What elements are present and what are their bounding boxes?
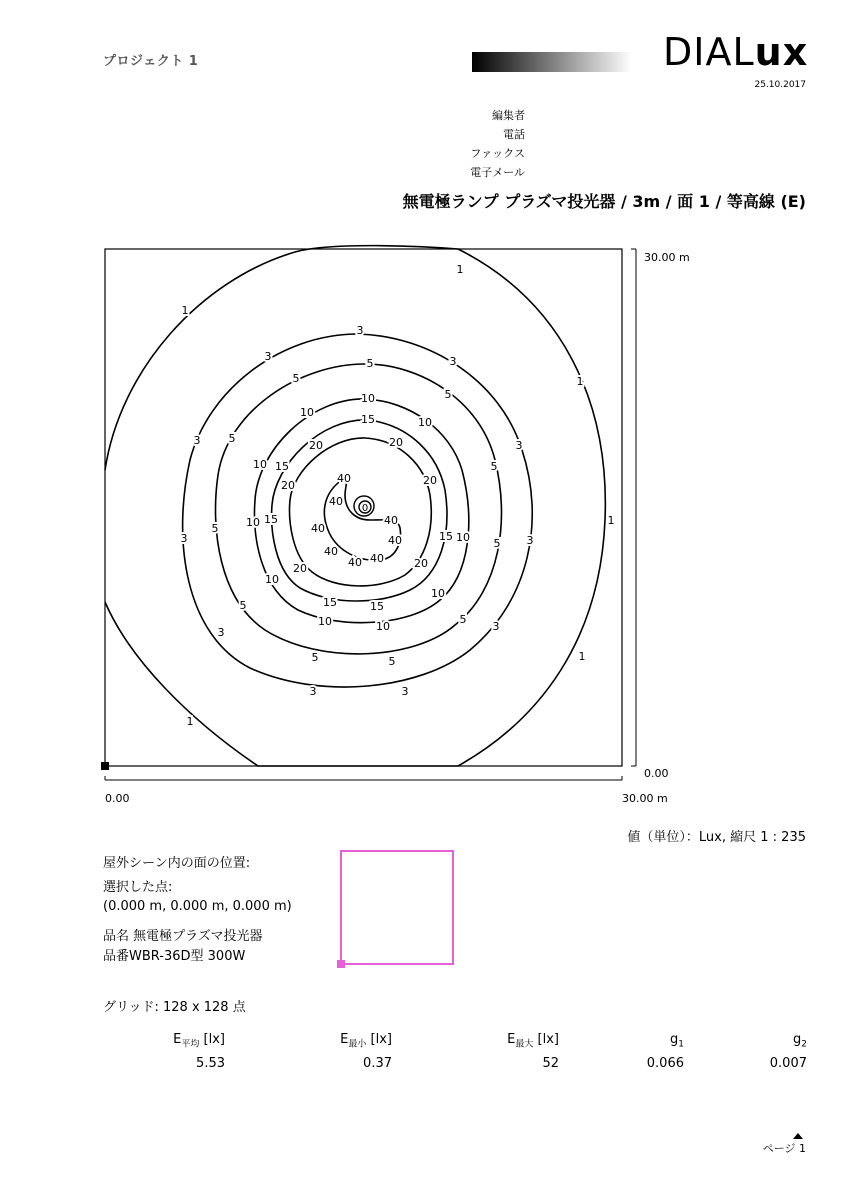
label-40-h: 40 bbox=[370, 552, 384, 565]
label-15-b: 15 bbox=[275, 460, 289, 473]
contour-5 bbox=[215, 364, 501, 654]
stat-header-g2: $g_2$ bbox=[793, 1032, 807, 1050]
position-heading: 屋外シーン内の面の位置: bbox=[103, 856, 251, 871]
label-5-a: 5 bbox=[366, 357, 374, 370]
label-15-c: 15 bbox=[264, 513, 278, 526]
stat-value-e-max: 52 bbox=[542, 1056, 559, 1071]
label-5-e: 5 bbox=[490, 460, 498, 473]
label-5-f: 5 bbox=[211, 522, 219, 535]
label-40-c: 40 bbox=[384, 514, 398, 527]
dialux-logo bbox=[663, 30, 809, 74]
scene-locator-box bbox=[340, 850, 454, 965]
label-40-a: 40 bbox=[337, 472, 351, 485]
report-date: 25.10.2017 bbox=[754, 80, 806, 90]
label-3-e: 3 bbox=[515, 439, 523, 452]
label-3-d: 3 bbox=[193, 434, 201, 447]
label-3-i: 3 bbox=[492, 620, 500, 633]
logo-light-text: DIAL bbox=[663, 30, 755, 74]
label-1-b: 1 bbox=[181, 304, 189, 317]
label-3-f: 3 bbox=[180, 532, 188, 545]
label-15-d: 15 bbox=[439, 530, 453, 543]
contour-labels bbox=[181, 263, 615, 728]
isolux-contour-plot bbox=[95, 240, 695, 810]
label-3-b: 3 bbox=[264, 350, 272, 363]
selected-point-value: (0.000 m, 0.000 m, 0.000 m) bbox=[103, 899, 292, 914]
label-5-h: 5 bbox=[239, 599, 247, 612]
label-10-g: 10 bbox=[265, 573, 279, 586]
x-axis-min-label: 0.00 bbox=[105, 792, 130, 805]
project-name: プロジェクト 1 bbox=[103, 54, 199, 69]
label-5-g: 5 bbox=[493, 537, 501, 550]
label-3-a: 3 bbox=[356, 324, 364, 337]
label-40-g: 40 bbox=[348, 556, 362, 569]
label-3-j: 3 bbox=[309, 685, 317, 698]
contour-1 bbox=[105, 246, 605, 766]
scene-locator-point bbox=[337, 960, 345, 968]
page-number: ページ 1 bbox=[762, 1142, 806, 1155]
y-axis-max-label: 30.00 m bbox=[644, 251, 690, 264]
label-40-f: 40 bbox=[324, 545, 338, 558]
label-15-e: 15 bbox=[323, 596, 337, 609]
label-5-j: 5 bbox=[311, 651, 319, 664]
y-axis-min-label: 0.00 bbox=[644, 767, 669, 780]
label-1-d: 1 bbox=[607, 514, 615, 527]
logo-bold-text: ux bbox=[754, 30, 809, 74]
stat-header-e-avg: $E_{平均}$ [lx] bbox=[173, 1032, 225, 1050]
label-10-i: 10 bbox=[318, 615, 332, 628]
email-label: 電子メール bbox=[470, 166, 525, 179]
label-10-d: 10 bbox=[253, 458, 267, 471]
header-gradient-bar bbox=[472, 52, 632, 72]
page-up-arrow-icon bbox=[793, 1133, 803, 1139]
label-1-e: 1 bbox=[578, 650, 586, 663]
label-3-k: 3 bbox=[401, 685, 409, 698]
label-5-k: 5 bbox=[388, 655, 396, 668]
label-10-b: 10 bbox=[300, 406, 314, 419]
label-20-a: 20 bbox=[309, 439, 323, 452]
x-axis-max-label: 30.00 m bbox=[622, 792, 668, 805]
label-40-e: 40 bbox=[388, 534, 402, 547]
units-scale-text: 値（単位）：Lux, 縮尺 1 : 235 bbox=[627, 830, 806, 845]
label-10-e: 10 bbox=[246, 516, 260, 529]
fax-label: ファックス bbox=[470, 147, 525, 160]
label-10-c: 10 bbox=[418, 416, 432, 429]
label-center: 0 bbox=[361, 503, 369, 514]
label-10-j: 10 bbox=[376, 620, 390, 633]
grid-info: グリッド: 128 x 128 点 bbox=[103, 1000, 246, 1015]
label-1-c: 1 bbox=[576, 375, 584, 388]
label-3-g: 3 bbox=[526, 534, 534, 547]
label-15-a: 15 bbox=[361, 413, 375, 426]
contour-3 bbox=[180, 334, 533, 687]
label-20-c: 20 bbox=[281, 479, 295, 492]
stat-header-g1: $g_1$ bbox=[670, 1032, 684, 1050]
contour-lines bbox=[105, 246, 605, 766]
origin-marker bbox=[101, 762, 109, 770]
label-20-b: 20 bbox=[389, 436, 403, 449]
label-5-b: 5 bbox=[292, 372, 300, 385]
product-number: 品番WBR-36D型 300W bbox=[103, 949, 246, 964]
label-5-c: 5 bbox=[444, 388, 452, 401]
label-40-d: 40 bbox=[311, 522, 325, 535]
stat-value-g1: 0.066 bbox=[646, 1056, 684, 1071]
stat-value-e-avg: 5.53 bbox=[196, 1056, 225, 1071]
label-1-a: 1 bbox=[456, 263, 464, 276]
label-10-h: 10 bbox=[431, 587, 445, 600]
label-1-f: 1 bbox=[186, 715, 194, 728]
label-5-d: 5 bbox=[228, 432, 236, 445]
label-15-f: 15 bbox=[370, 600, 384, 613]
phone-label: 電話 bbox=[503, 128, 525, 141]
stat-header-e-min: $E_{最小}$ [lx] bbox=[340, 1032, 392, 1050]
stat-header-e-max: $E_{最大}$ [lx] bbox=[507, 1032, 559, 1050]
stat-value-g2: 0.007 bbox=[769, 1056, 807, 1071]
label-3-h: 3 bbox=[217, 626, 225, 639]
label-20-e: 20 bbox=[293, 562, 307, 575]
page-title: 無電極ランプ プラズマ投光器 / 3m / 面 1 / 等高線 (E) bbox=[402, 192, 806, 211]
selected-point-label: 選択した点: bbox=[103, 880, 173, 895]
stat-value-e-min: 0.37 bbox=[363, 1056, 392, 1071]
label-10-a: 10 bbox=[361, 392, 375, 405]
label-40-b: 40 bbox=[329, 495, 343, 508]
label-10-f: 10 bbox=[456, 531, 470, 544]
label-20-f: 20 bbox=[414, 557, 428, 570]
product-name: 品名 無電極プラズマ投光器 bbox=[103, 929, 263, 944]
editor-label: 編集者 bbox=[492, 109, 525, 122]
label-3-c: 3 bbox=[449, 355, 457, 368]
label-5-i: 5 bbox=[459, 613, 467, 626]
label-20-d: 20 bbox=[423, 474, 437, 487]
